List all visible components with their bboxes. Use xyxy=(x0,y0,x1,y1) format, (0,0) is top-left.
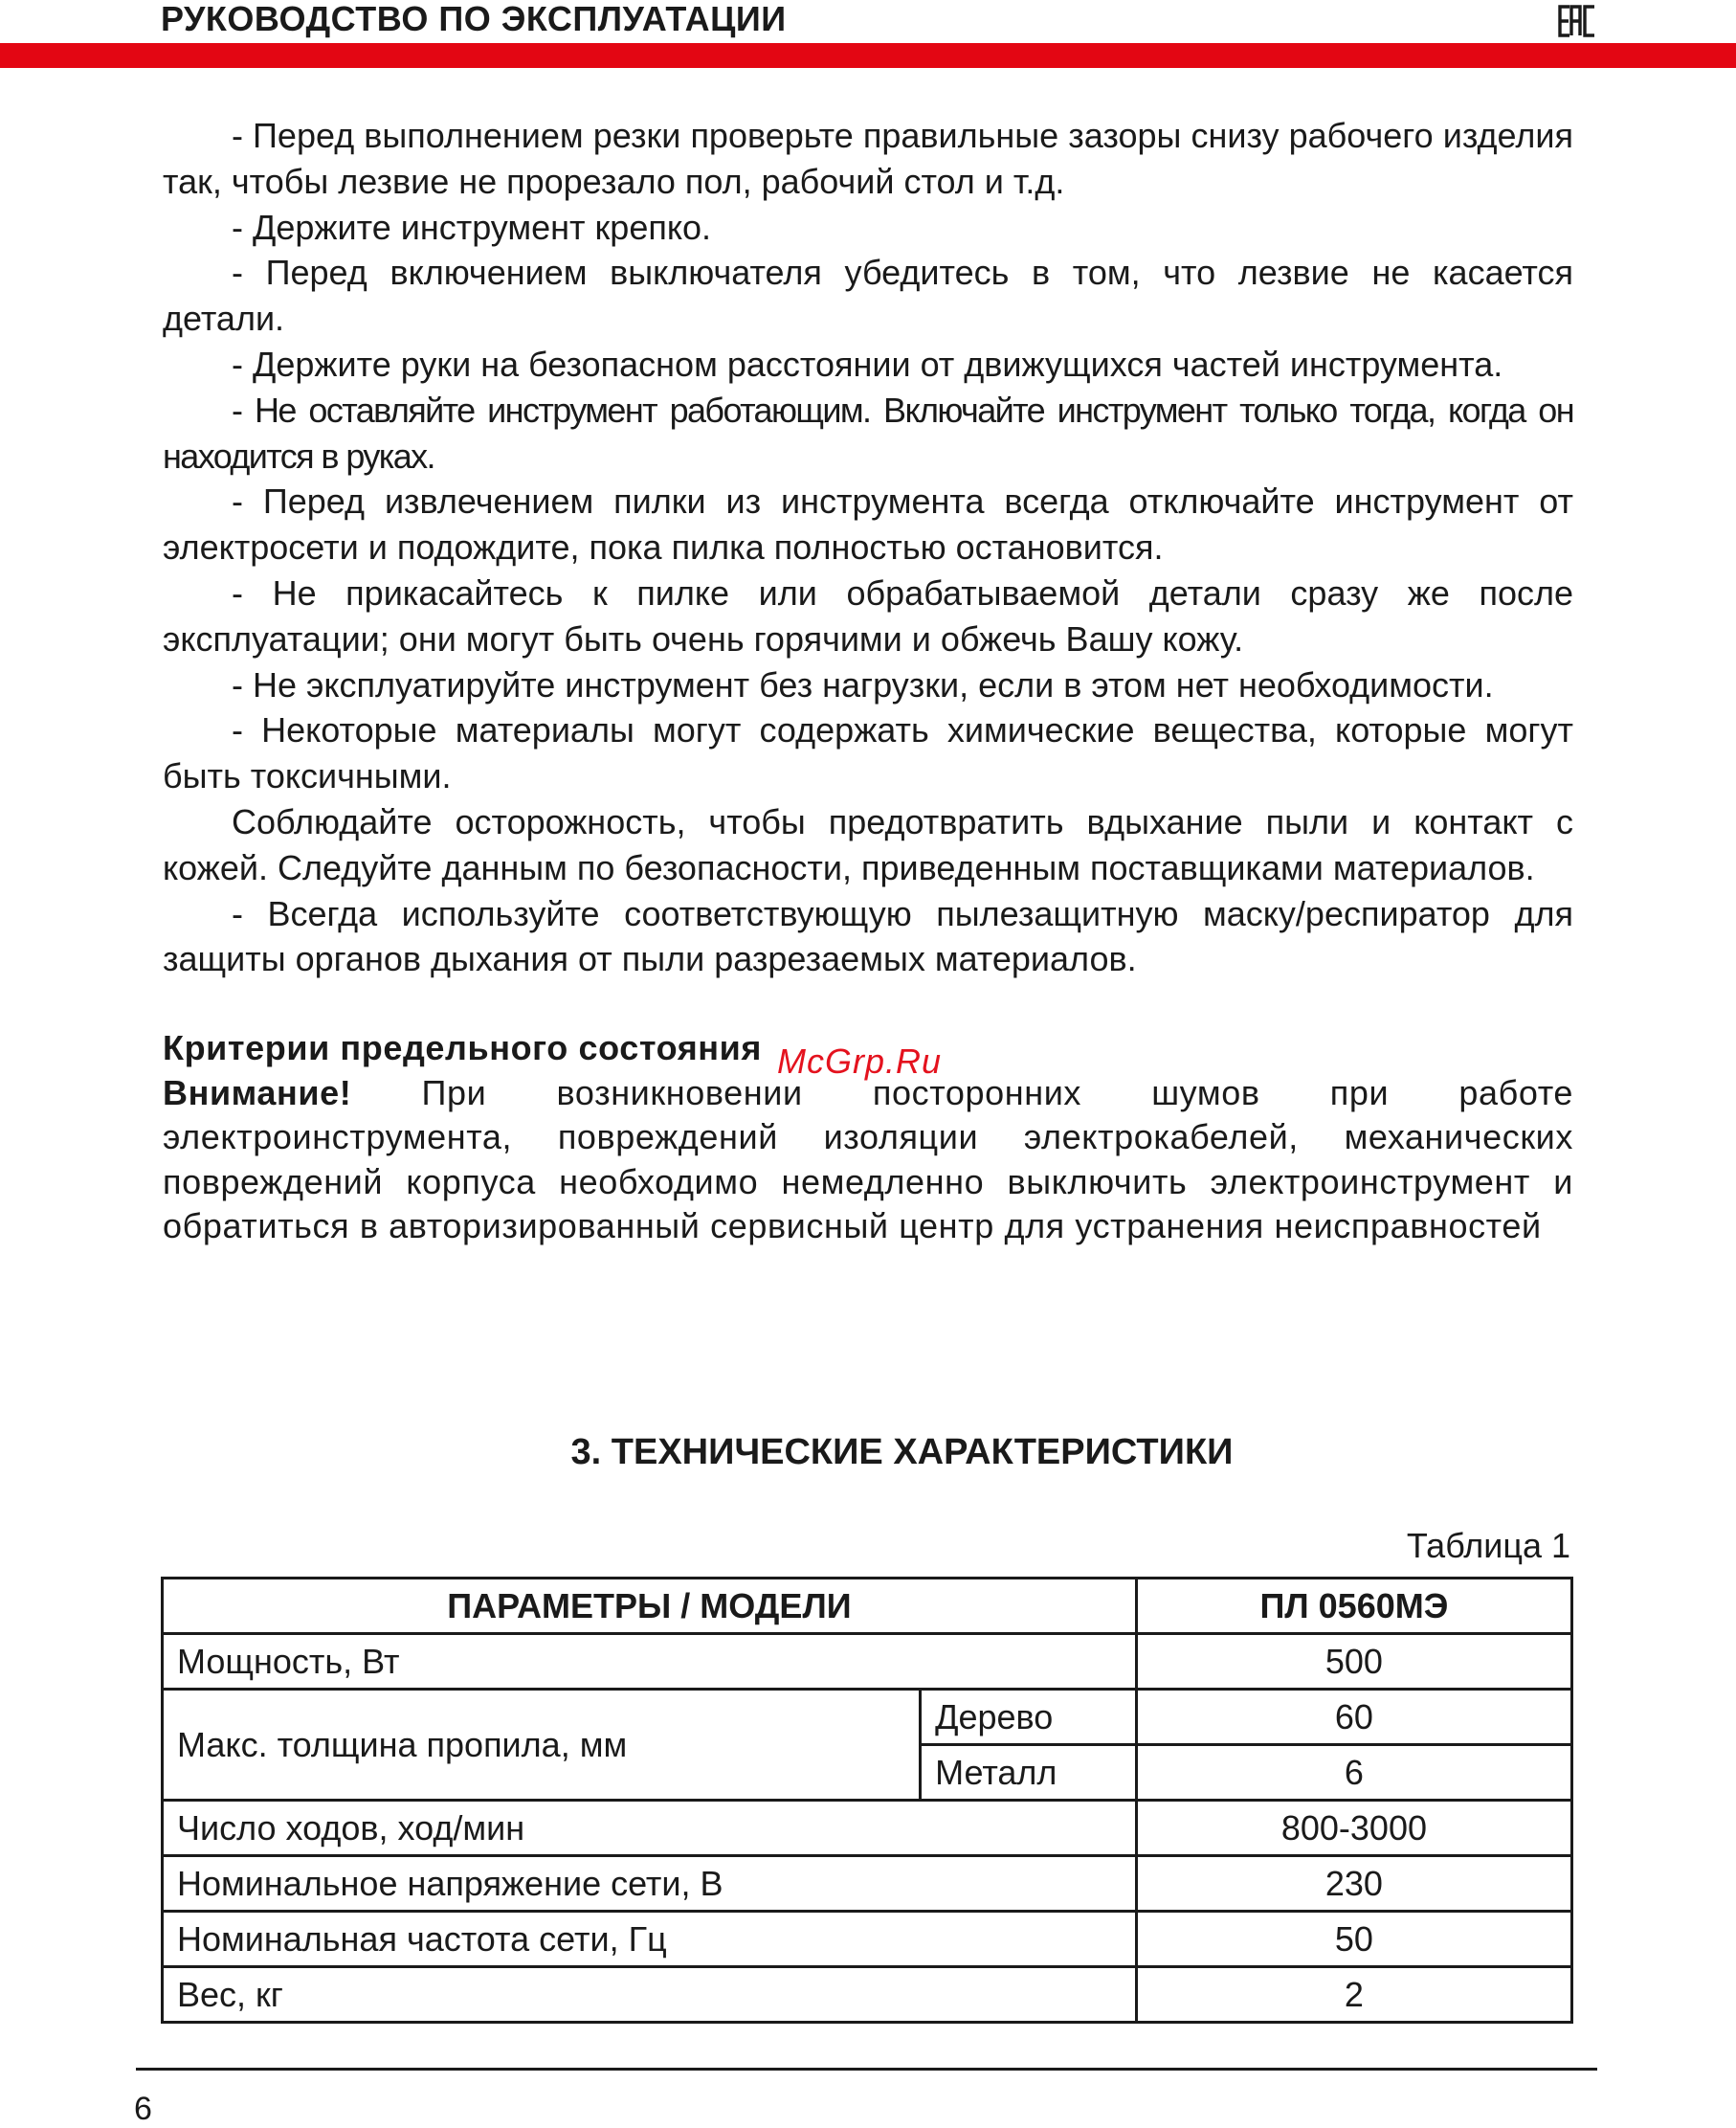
page-number: 6 xyxy=(134,2091,152,2127)
row-label: Число ходов, ход/мин xyxy=(163,1801,1137,1856)
instruction-paragraph: - Не оставляйте инструмент работающим. Включайте инструмент только тогда, когда он находится в руках. xyxy=(163,390,1573,476)
table-caption: Таблица 1 xyxy=(1406,1526,1570,1565)
instruction-paragraph: - Перед включением выключателя убедитесь в том, что лезвие не касается детали. xyxy=(163,253,1573,339)
header-parameters: ПАРАМЕТРЫ / МОДЕЛИ xyxy=(163,1579,1137,1634)
safety-instructions xyxy=(163,113,1573,982)
table-row xyxy=(163,1967,1572,2023)
table-row xyxy=(163,1912,1572,1967)
section-title: 3. ТЕХНИЧЕСКИЕ ХАРАКТЕРИСТИКИ xyxy=(570,1432,1234,1472)
row-sublabel: Металл xyxy=(921,1745,1137,1801)
eac-logo xyxy=(1558,4,1598,38)
row-label: Мощность, Вт xyxy=(163,1634,1137,1690)
criteria-text xyxy=(163,1071,1573,1249)
row-value: 50 xyxy=(1136,1912,1571,1967)
table-row xyxy=(163,1856,1572,1912)
instruction-paragraph: - Держите руки на безопасном расстоянии от движущихся частей инструмента. xyxy=(232,344,1503,384)
criteria-heading: Критерии предельного состояния xyxy=(163,1028,762,1067)
row-label: Макс. толщина пропила, мм xyxy=(163,1690,921,1801)
attention-label: Внимание! xyxy=(163,1072,352,1112)
row-value: 800-3000 xyxy=(1136,1801,1571,1856)
instruction-paragraph: - Не прикасайтесь к пилке или обрабатываемой детали сразу же после эксплуатации; они могут быть очень горячими и обжечь Вашу кожу. xyxy=(163,572,1573,659)
row-value: 230 xyxy=(1136,1856,1571,1912)
row-value: 60 xyxy=(1136,1690,1571,1745)
row-value: 6 xyxy=(1136,1745,1571,1801)
footer-divider xyxy=(136,2068,1597,2071)
specifications-table xyxy=(161,1577,1573,2024)
row-label: Вес, кг xyxy=(163,1967,1137,2023)
row-label: Номинальная частота сети, Гц xyxy=(163,1912,1137,1967)
page-header-title: РУКОВОДСТВО ПО ЭКСПЛУАТАЦИИ xyxy=(161,0,787,38)
table-header-row xyxy=(163,1579,1572,1634)
table-row xyxy=(163,1690,1572,1745)
table-row xyxy=(163,1634,1572,1690)
watermark: McGrp.Ru xyxy=(777,1042,943,1081)
instruction-paragraph: - Некоторые материалы могут содержать химические вещества, которые могут быть токсичными. xyxy=(163,710,1573,796)
header-red-band xyxy=(0,43,1736,68)
attention-text: При возникновении посторонних шумов при работе электроинструмента, повреждений изоляции электрокабелей, механических повреждений корпуса необходимо немедленно выключить электроинструмент и обратиться в авторизированный сервисный центр для устранения неисправностей xyxy=(163,1072,1573,1245)
row-label: Номинальное напряжение сети, В xyxy=(163,1856,1137,1912)
row-value: 500 xyxy=(1136,1634,1571,1690)
instruction-paragraph: - Перед извлечением пилки из инструмента всегда отключайте инструмент от электросети и подождите, пока пилка полностью остановится. xyxy=(163,482,1573,568)
row-value: 2 xyxy=(1136,1967,1571,2023)
instruction-paragraph: - Не эксплуатируйте инструмент без нагрузки, если в этом нет необходимости. xyxy=(232,664,1494,705)
row-sublabel: Дерево xyxy=(921,1690,1137,1745)
instruction-paragraph: - Держите инструмент крепко. xyxy=(232,207,712,247)
header-model: ПЛ 0560МЭ xyxy=(1136,1579,1571,1634)
instruction-paragraph: - Перед выполнением резки проверьте правильные зазоры снизу рабочего изделия так, чтобы лезвие не прорезало пол, рабочий стол и т.д. xyxy=(163,116,1573,201)
instruction-paragraph: - Всегда используйте соответствующую пылезащитную маску/респиратор для защиты органов дыхания от пыли разрезаемых материалов. xyxy=(163,893,1573,979)
table-row xyxy=(163,1801,1572,1856)
instruction-paragraph: Соблюдайте осторожность, чтобы предотвратить вдыхание пыли и контакт с кожей. Следуйте данным по безопасности, приведенным поставщиками материалов. xyxy=(163,801,1573,887)
